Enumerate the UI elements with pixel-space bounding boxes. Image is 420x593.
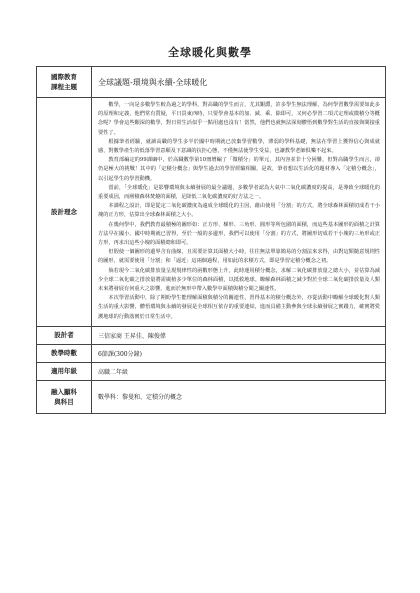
integration-label-line2: 與科目 — [54, 397, 74, 406]
teaching-hours-label: 教學時數 — [37, 344, 92, 362]
course-theme-value: 全球議題-環境與永續-全球暖化 — [92, 67, 386, 98]
design-paragraph: 但假使一個圖形的邊界含有曲線，且需要計算其面積大小時，往往無法單靠簡易的分割法來求得，由對這類隨意規則性的圖形，就需要使用「分割」和「逼近」這兩個過程，用如此的求積方式，即是學習定積分概念之初。 — [98, 249, 380, 265]
design-paragraph: 倘若現今二氧化碳排放量呈現規律性的函數形態上升，此時運用積分概念，求解二氧化碳排放量之總大小，並估算為減少全球二氧化碳之排放量將需廣植多少單位的森林面積，以抵救地球。瞭解森林面積之減少對於全球二氧化碳排放量及人類未來將發展有何重大之影響，進而於無形中帶入數學中面積與積分間之關連性。 — [98, 267, 380, 293]
design-concept-text — [92, 98, 386, 327]
designer-label: 設計者 — [37, 326, 92, 344]
design-paragraph: 教育部編定的99課綱中，於高職數學第10冊增編了「微積分」的單元，其內容並非十分困難，但對高職學生而言，卻仍是極大的挑戰！其中的「定積分概念」與學生過去的學習經驗相關，是故，筆者想以生活化的題材導入「定積分概念」，以引起學生的學習動機。 — [98, 157, 380, 182]
course-info-table — [36, 66, 386, 414]
teaching-hours-row — [37, 344, 386, 362]
design-concept-row — [37, 98, 386, 327]
design-paragraph: 在幾何學中，我們教育最積極的圖形如：正方形、梯形、三角形、圓形等所包圍的面積，而這些基本圖形的面積之計算方法早在國小、國中時期就已習得，至於一般的多邊形，我們可以使用「分割」的方式，將圖形切成若干小塊的三角形或正方形，再求出這些小塊的面積總和即可。 — [98, 221, 380, 247]
integration-label-line1: 融入顯科 — [51, 387, 77, 396]
course-theme-label-line2: 課程主題 — [51, 83, 77, 91]
grade-row — [37, 362, 386, 380]
design-paragraph: 本次學習活動中，除了期盼學生能理解面積與積分的關連性，習得基本的積分概念外，亦從活動中瞭解全球暖化對人類生活的重大影響，體悟環境與永續的發展是全球相互依存的重要連結，進而具備主動參與全球永續發展之實踐力，確實將愛護地球的行動落實於日常生活中。 — [98, 295, 380, 320]
grade-label: 適用年級 — [37, 362, 92, 380]
designer-row — [37, 326, 386, 344]
course-theme-row — [37, 67, 386, 98]
document-title: 全球暖化與數學 — [168, 46, 252, 59]
design-paragraph: 本課程之設計，即是從定二氧化碳濃度為遠成全球暖化的主因，藉由使用「分割」的方式，將全球森林面積切成若干小塊的正方形，估算出全球森林面積之大小。 — [98, 203, 380, 219]
grade-value: 高職二年級 — [92, 362, 386, 380]
integration-value: 數學科：黎曼和、定積分的概念 — [92, 380, 386, 413]
course-theme-label — [37, 67, 92, 98]
design-paragraph: 根據筆者經驗，就讀高職的學生多半於國中時期就已放棄學習數學，薄弱的學科基礎，無法在學習上獲得信心與成就感，對數學產生的低落學習意願及下意識的抗拒心態，不僅無法使學生受益，也讓教學老師俱樂不起來。 — [98, 138, 380, 155]
integration-row — [37, 380, 386, 413]
designer-value: 三信家商 王昇佳、陳俊偉 — [92, 326, 386, 344]
design-paragraph: 數學，一向是多數學生較為過之的學科，對高職的學生而言，尤其艱澀，許多學生無法理解，為何學習數學需要如此多的原理和定義，他們常有質疑，平日買東西時，只要學會基本的加、減、乘、除即可，又何必學習二項式定理或微積分等概念呢？學會這些艱深的數學，對日常生活似乎一點用處也沒有！當然，他們也就無法深刻體悟到數學對生活的直接與間接重要性了。 — [98, 102, 380, 136]
design-concept-label: 設計理念 — [37, 98, 92, 327]
teaching-hours-value: 6節課(300分鐘) — [92, 344, 386, 362]
design-paragraph: 當前，「全球暖化」是影響環境與永續發展的最全議題，多數學者認為大氣中二氧化碳濃度的提高，是導致全球暖化的重要成因，而層積森林焚燒的面積，足降低二氧化碳濃度的好方法之一。 — [98, 184, 380, 201]
integration-label — [37, 380, 92, 413]
course-theme-label-line1: 國際教育 — [51, 73, 77, 81]
